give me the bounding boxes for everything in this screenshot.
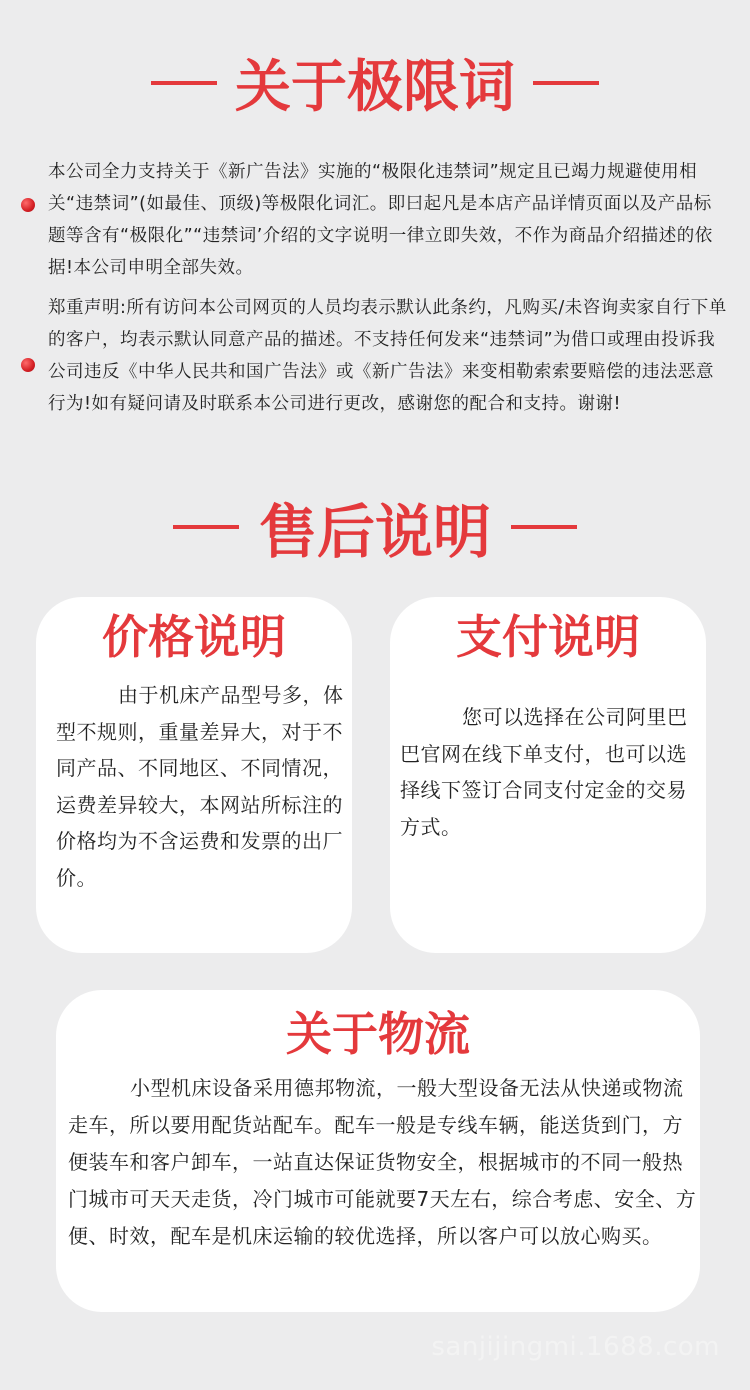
watermark-url: sanjijingmi.1688.com (431, 1332, 720, 1362)
card-title: 支付说明 (456, 610, 640, 664)
title-dash-right (511, 525, 577, 529)
section-title-text: 售后说明 (258, 498, 491, 566)
title-dash-left (151, 81, 217, 85)
card-body-text: 小型机床设备采用德邦物流，一般大型设备无法从快递或物流走车，所以要用配货站配车。配车一般是专线车辆，能送货到门，方便装车和客户卸车，一站直达保证货物安全，根据城市的不同一般热门城市可天天走货，冷门城市可能就要7天左右，综合考虑、安全、方便、时效，配车是机床运输的较优选择，所以客户可以放心购买。 (68, 1076, 697, 1248)
red-dot-icon (21, 358, 35, 372)
section-title-extreme-words (0, 48, 750, 118)
card-title: 关于物流 (286, 1007, 470, 1061)
card-body (68, 1070, 698, 1255)
card-body (400, 699, 700, 845)
red-dot-icon (21, 198, 35, 212)
section-title-after-sales (0, 492, 750, 566)
declaration-paragraph: 郑重声明:所有访问本公司网页的人员均表示默认此条约，凡购买/未咨询卖家自行下单的客户，均表示默认同意产品的描述。不支持任何发来“违禁词”为借口或理由投诉我公司违反《中华人民共和国广告法》或《新广告法》来变相勒索索要赔偿的违法恶意行为!如有疑问请及时联系本公司进行更改，感谢您的配合和支持。谢谢! (48, 298, 727, 414)
card-body-text: 由于机床产品型号多，体型不规则，重量差异大，对于不同产品、不同地区、不同情况，运费差异较大，本网站所标注的价格均为不含运费和发票的出厂价。 (56, 683, 344, 890)
notice-paragraph: 本公司全力支持关于《新广告法》实施的“极限化违禁词”规定且已竭力规避使用相关“违禁词”(如最佳、顶级)等极限化词汇。即曰起凡是本店产品详情页面以及产品标题等含有“极限化”“违禁词’介绍的文字说明一律立即失效，不作为商品介绍描述的依据!本公司申明全部失效。 (48, 162, 713, 278)
price-info-card (36, 597, 352, 953)
title-dash-left (173, 525, 239, 529)
section-title-text: 关于极限词 (235, 55, 515, 120)
card-title: 价格说明 (102, 610, 286, 664)
card-body-text: 您可以选择在公司阿里巴巴官网在线下单支付，也可以选择线下签订合同支付定金的交易方式。 (400, 705, 688, 839)
title-dash-right (533, 81, 599, 85)
card-body (56, 677, 346, 896)
payment-info-card (390, 597, 706, 953)
logistics-info-card (56, 990, 700, 1312)
